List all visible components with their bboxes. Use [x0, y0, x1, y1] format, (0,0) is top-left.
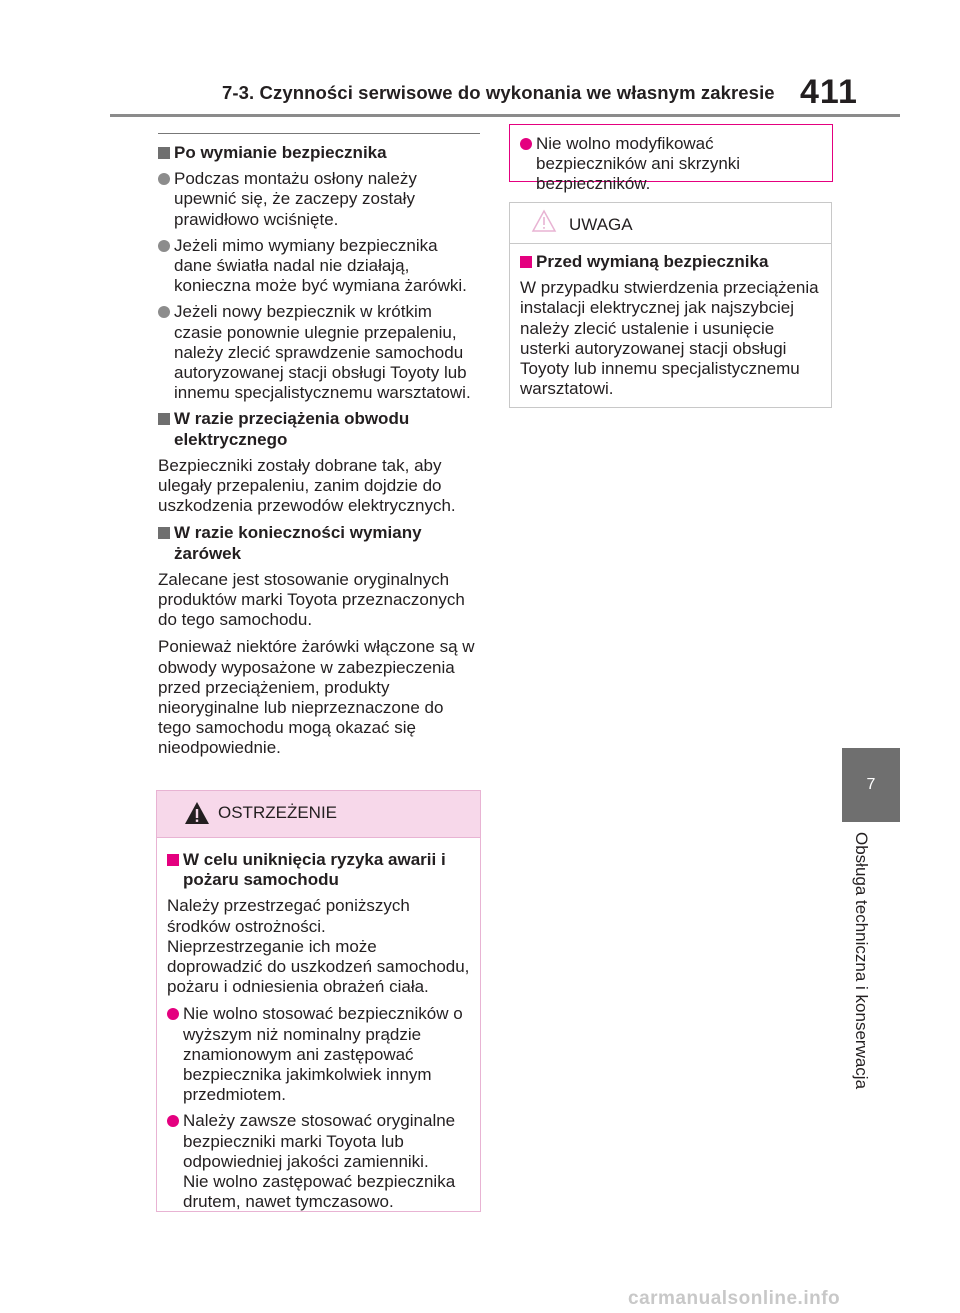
paragraph: Ponieważ niektóre żarówki włączone są w obwody wyposażone w zabezpieczenia przed przeciążeniem, produkty nieoryginalne lub nieprzeznaczone do tego samochodu mogą okazać się nieodpowiednie.	[158, 637, 475, 758]
round-bullet-icon	[167, 1115, 179, 1127]
round-bullet-icon	[520, 138, 532, 150]
caution-box	[509, 202, 832, 408]
square-bullet-icon	[520, 256, 532, 268]
round-bullet-icon	[158, 173, 170, 185]
list-item: Nie wolno stosować bezpieczników o wyższym niż nominalny prądzie znamionowym ani zastępować bezpiecznika jakimkolwiek innym przedmiotem.	[167, 1004, 470, 1105]
paragraph: Nieprzestrzeganie ich może doprowadzić do uszkodzeń samochodu, pożaru i odniesienia obrażeń ciała.	[167, 936, 470, 997]
warning-box-header	[157, 791, 480, 838]
list-item: Jeżeli mimo wymiany bezpiecznika dane światła nadal nie działają, konieczna może być wymiana żarówki.	[158, 236, 478, 297]
section-heading: Po wymianie bezpiecznika	[158, 143, 478, 163]
list-item: Nie wolno modyfikować bezpieczników ani skrzynki bezpieczników.	[520, 134, 822, 195]
warning-heading: W celu uniknięcia ryzyka awarii i pożaru samochodu	[167, 850, 470, 890]
column-top-rule	[158, 133, 480, 134]
page-number: 411	[800, 73, 858, 111]
paragraph: W przypadku stwierdzenia przeciążenia instalacji elektrycznej jak najszybciej należy zlecić ustalenie i usunięcie usterki autoryzowanej stacji obsługi Toyoty lub innemu specjalistycznemu warsztatowi.	[520, 278, 819, 399]
warning-box	[156, 790, 481, 1212]
square-bullet-icon	[158, 413, 170, 425]
paragraph: Zalecane jest stosowanie oryginalnych produktów marki Toyota przeznaczonych do tego samochodu.	[158, 569, 465, 630]
list-item: Podczas montażu osłony należy upewnić się, że zaczepy zostały prawidłowo wciśnięte.	[158, 169, 478, 230]
warning-title: OSTRZEŻENIE	[218, 803, 338, 822]
square-bullet-icon	[158, 527, 170, 539]
square-bullet-icon	[158, 147, 170, 159]
caution-heading: Przed wymianą bezpiecznika	[520, 252, 821, 272]
chapter-tab[interactable]: 7	[842, 748, 900, 822]
round-bullet-icon	[158, 240, 170, 252]
section-heading: W razie przeciążenia obwodu elektrycznego	[158, 409, 478, 449]
caution-body	[510, 244, 831, 409]
warning-body	[157, 838, 480, 1228]
caution-triangle-icon	[531, 209, 557, 233]
caution-title: UWAGA	[569, 215, 633, 234]
chapter-side-label-text: Obsługa techniczna i konserwacja	[852, 832, 871, 1090]
square-bullet-icon	[167, 854, 179, 866]
warning-triangle-icon	[184, 801, 210, 825]
paragraph: Bezpieczniki zostały dobrane tak, aby ulegały przepaleniu, zanim dojdzie do uszkodzenia przewodów elektrycznych.	[158, 455, 456, 516]
watermark: carmanualsonline.info	[628, 1288, 841, 1309]
round-bullet-icon	[167, 1008, 179, 1020]
list-item: Jeżeli nowy bezpiecznik w krótkim czasie ponownie ulegnie przepaleniu, należy zlecić sprawdzenie samochodu autoryzowanej stacji obsługi Toyoty lub innemu specjalistycznemu warsztatowi.	[158, 302, 478, 403]
left-column	[158, 143, 478, 766]
page-header-title: 7-3. Czynności serwisowe do wykonania we własnym zakresie	[222, 82, 775, 103]
paragraph: Należy przestrzegać poniższych środków ostrożności.	[167, 896, 410, 936]
round-bullet-icon	[158, 306, 170, 318]
continued-warning-box	[509, 124, 833, 194]
list-item: Należy zawsze stosować oryginalne bezpieczniki marki Toyota lub odpowiedniej jakości zamienniki. Nie wolno zastępować bezpiecznika drutem, nawet tymczasowo.	[167, 1111, 470, 1212]
section-heading: W razie konieczności wymiany żarówek	[158, 523, 478, 563]
caution-box-header	[510, 203, 831, 244]
header-rule	[110, 114, 900, 117]
